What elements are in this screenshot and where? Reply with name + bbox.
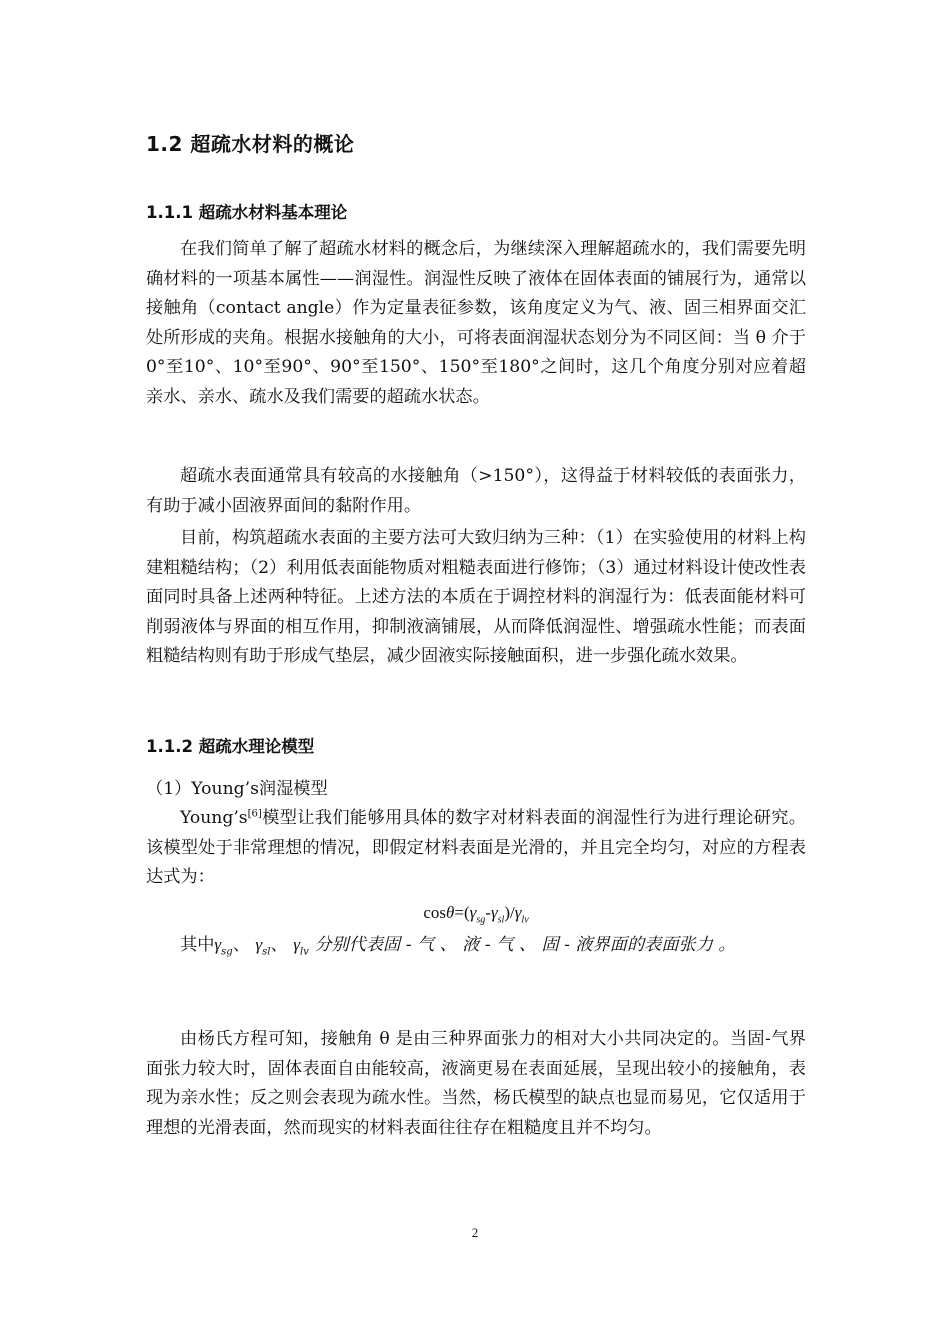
equation-cos: cos	[423, 903, 447, 922]
paragraph-wettability: 在我们简单了解了超疏水材料的概念后，为继续深入理解超疏水的，我们需要先明确材料的一项基本属性——润湿性。润湿性反映了液体在固体表面的铺展行为，通常以接触角（contact angle）作为定量表征参数，该角度定义为气、液、固三相界面交汇处所形成的夹角。根据水接触角的大小，可将表面润湿状态划分为不同区间：当 θ 介于0°至10°、10°至90°、90°至150°、150°至180°之间时，这几个角度分别对应着超亲水、亲水、疏水及我们需要的超疏水状态。	[146, 239, 806, 407]
equation-paren-open: (	[463, 903, 470, 922]
equation-equals: =	[454, 903, 464, 922]
citation-reference[interactable]: [6]	[247, 808, 262, 820]
equation-paren-close: )	[504, 903, 510, 922]
paragraph-young-limitations: 由杨氏方程可知，接触角 θ 是由三种界面张力的相对大小共同决定的。当固-气界面张力较大时，固体表面自由能较高，液滴更易在表面延展，呈现出较小的接触角，表现为亲水性；反之则会表现为疏水性。当然，杨氏模型的缺点也显而易见，它仅适用于理想的光滑表面，然而现实的材料表面往往存在粗糙度且并不均匀。	[146, 1029, 806, 1138]
young-label: Young’s	[180, 808, 248, 828]
paragraph-contact-angle: 超疏水表面通常具有较高的水接触角（>150°），这得益于材料较低的表面张力，有助于减小固液界面间的黏附作用。	[146, 466, 806, 516]
definition-sub-sl: sl	[262, 946, 271, 958]
section-heading: 1.2 超疏水材料的概论	[146, 132, 355, 156]
equation-slash: /	[509, 903, 515, 922]
equation-gamma-lv: γ	[514, 903, 522, 922]
definition-separator: 、	[270, 935, 288, 955]
equation-sub-lv: lv	[521, 914, 529, 926]
definition-gamma-lv: γ	[293, 935, 300, 954]
definition-sub-sg: sg	[221, 946, 233, 958]
definition-sub-lv: lv	[299, 946, 309, 958]
definition-suffix: 分别代表固 - 气 、 液 - 气 、 固 - 液界面的表面张力 。	[314, 935, 736, 955]
equation-theta: θ	[446, 903, 455, 922]
paragraph-young-model	[146, 804, 806, 893]
definition-separator: 、	[232, 935, 250, 955]
equation-sub-sg: sg	[476, 914, 486, 926]
equation-definition	[180, 930, 736, 967]
equation-gamma-sg: γ	[469, 903, 477, 922]
equation-gamma-sl: γ	[490, 903, 498, 922]
definition-prefix: 其中	[180, 935, 215, 955]
subsection-heading-models: 1.1.2 超疏水理论模型	[146, 737, 315, 756]
young-description: 模型让我们能够用具体的数字对材料表面的润湿性行为进行理论研究。该模型处于非常理想的情况，即假定材料表面是光滑的，并且完全均匀，对应的方程表达式为：	[146, 808, 806, 887]
young-model-subheading: （1）Young’s润湿模型	[146, 779, 328, 799]
subsection-heading-basic-theory: 1.1.1 超疏水材料基本理论	[146, 203, 348, 222]
equation-sub-sl: sl	[497, 914, 505, 926]
page-number: 2	[471, 1225, 479, 1240]
equation-minus: -	[485, 903, 491, 922]
definition-gamma-sl: γ	[255, 935, 263, 954]
paragraph-methods: 目前，构筑超疏水表面的主要方法可大致归纳为三种：（1）在实验使用的材料上构建粗糙结构；（2）利用低表面能物质对粗糙表面进行修饰；（3）通过材料设计使改性表面同时具备上述两种特征。上述方法的本质在于调控材料的润湿行为：低表面能材料可削弱液体与界面的相互作用，抑制液滴铺展，从而降低润湿性、增强疏水性能；而表面粗糙结构则有助于形成气垫层，减少固液实际接触面积，进一步强化疏水效果。	[146, 528, 806, 666]
definition-gamma-sg: γ	[214, 935, 222, 954]
